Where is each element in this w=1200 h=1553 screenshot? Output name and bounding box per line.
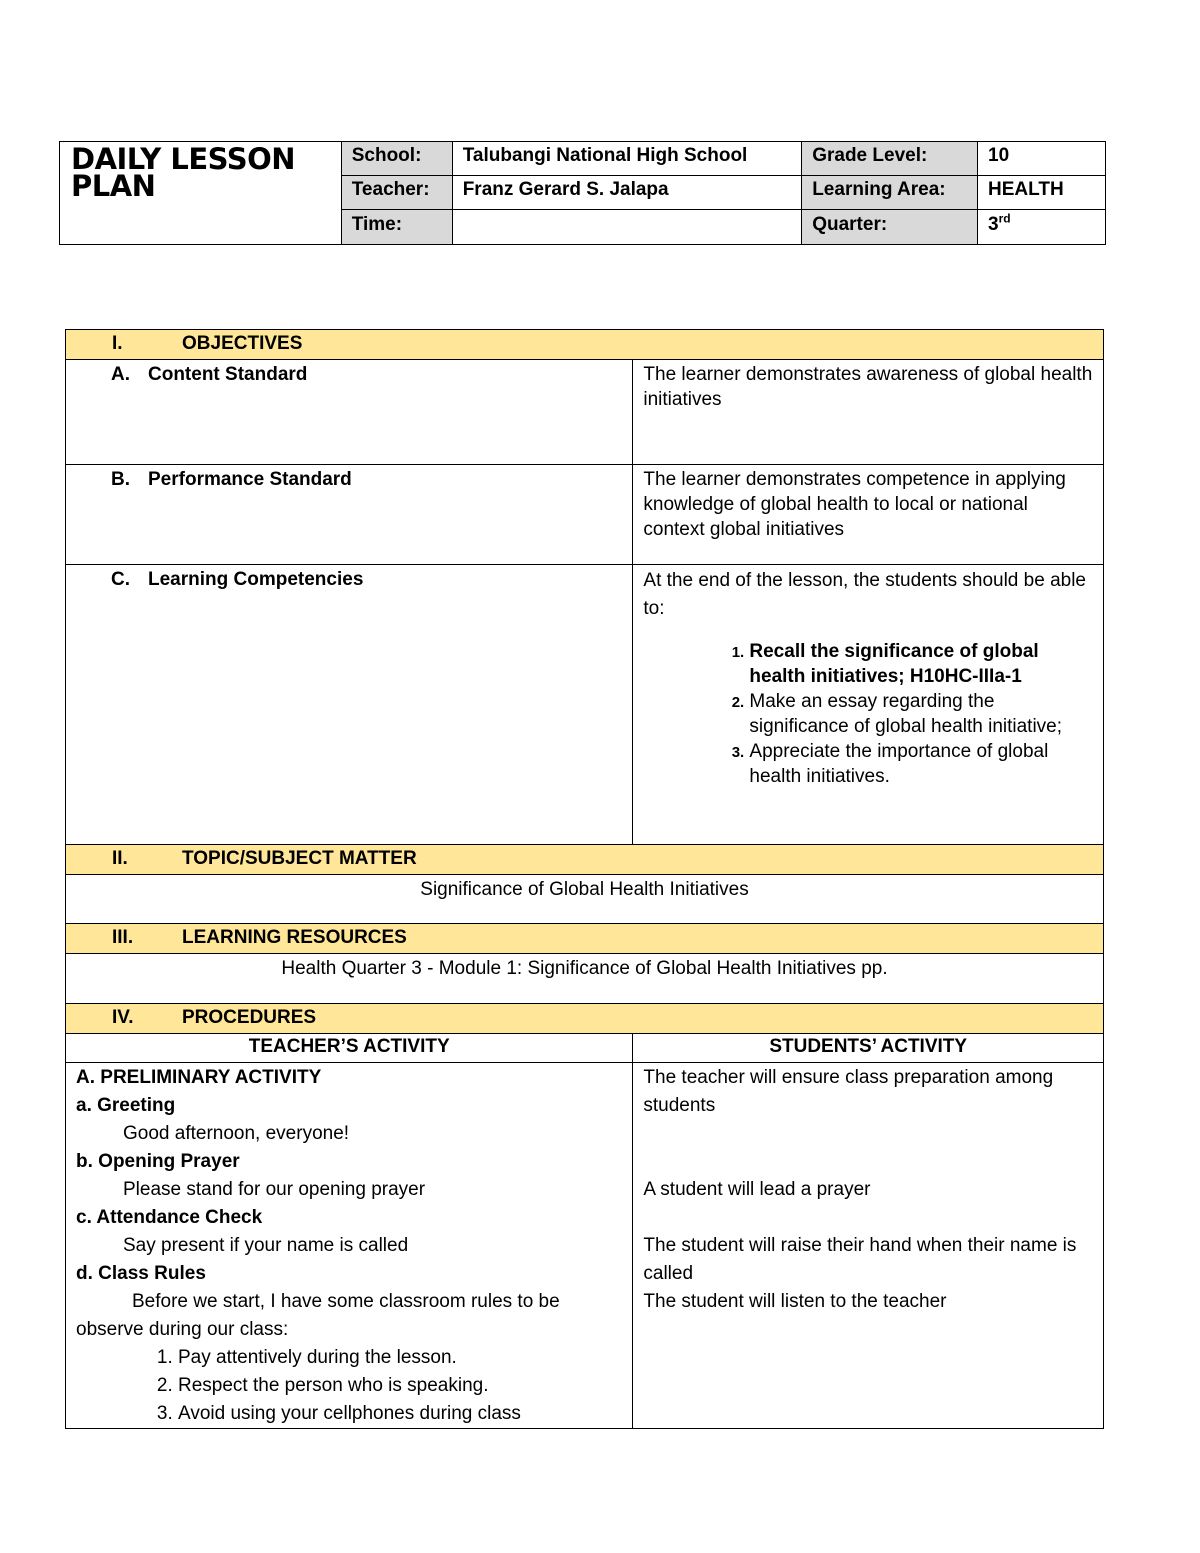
- prayer-label: b. Opening Prayer: [76, 1151, 240, 1172]
- section-heading: LEARNING RESOURCES: [182, 927, 407, 948]
- preliminary-heading: A. PRELIMINARY ACTIVITY: [76, 1067, 322, 1088]
- performance-standard-row: [66, 465, 1104, 565]
- section-procedures: [66, 1004, 1104, 1034]
- document-title: [60, 142, 342, 245]
- time-label: Time:: [341, 210, 452, 245]
- competencies-list: [643, 639, 1093, 789]
- teacher-activity-header: TEACHER’S ACTIVITY: [66, 1034, 633, 1063]
- section-number: IV.: [112, 1007, 134, 1028]
- grade-value: 10: [978, 142, 1106, 176]
- row-letter: A.: [111, 364, 130, 385]
- teacher-value: Franz Gerard S. Jalapa: [452, 176, 802, 210]
- section-topic: [66, 845, 1104, 875]
- quarter-label: Quarter:: [802, 210, 978, 245]
- row-label: Learning Competencies: [148, 569, 364, 590]
- greeting-label: a. Greeting: [76, 1095, 176, 1116]
- prayer-text: Please stand for our opening prayer: [123, 1179, 426, 1200]
- content-standard-text: The learner demonstrates awareness of global health initiatives: [633, 360, 1104, 465]
- row-letter: B.: [111, 469, 130, 490]
- lesson-table: [65, 329, 1104, 1429]
- section-objectives: [66, 330, 1104, 360]
- school-label: School:: [341, 142, 452, 176]
- performance-standard-text: The learner demonstrates competence in applying knowledge of global health to local or national context global initiatives: [633, 465, 1104, 565]
- section-number: II.: [112, 848, 128, 869]
- rules-label: d. Class Rules: [76, 1263, 206, 1284]
- resources-text: Health Quarter 3 - Module 1: Significance of Global Health Initiatives pp.: [66, 954, 1104, 1004]
- students-activity-header: STUDENTS’ ACTIVITY: [633, 1034, 1104, 1063]
- school-value: Talubangi National High School: [452, 142, 802, 176]
- title-line-2: PLAN: [71, 169, 156, 203]
- rules-intro: Before we start, I have some classroom rules to be observe during our class:: [76, 1291, 560, 1340]
- quarter-suffix: rd: [998, 211, 1011, 226]
- student-attendance-text: The student will raise their hand when their name is called: [643, 1235, 1077, 1284]
- competency-item: 1. Recall the significance of global health initiatives; H10HC-IIIa-1: [748, 639, 1093, 689]
- greeting-text: Good afternoon, everyone!: [123, 1123, 350, 1144]
- rules-list: [76, 1344, 624, 1428]
- section-heading: OBJECTIVES: [182, 333, 303, 354]
- rule-item: 2. Respect the person who is speaking.: [178, 1372, 624, 1400]
- section-heading: PROCEDURES: [182, 1007, 317, 1028]
- row-letter: C.: [111, 569, 130, 590]
- content-standard-row: [66, 360, 1104, 465]
- row-label: Performance Standard: [148, 469, 352, 490]
- student-prayer-text: A student will lead a prayer: [643, 1179, 871, 1200]
- header-table: [59, 141, 1106, 245]
- section-heading: TOPIC/SUBJECT MATTER: [182, 848, 417, 869]
- attendance-text: Say present if your name is called: [123, 1235, 409, 1256]
- competency-item: 2. Make an essay regarding the significance of global health initiative;: [748, 689, 1093, 739]
- student-rules-text: The student will listen to the teacher: [643, 1291, 947, 1312]
- section-number: I.: [112, 333, 123, 354]
- competencies-intro: At the end of the lesson, the students should be able to:: [643, 570, 1086, 619]
- topic-text: Significance of Global Health Initiatives: [66, 875, 1104, 924]
- area-value: HEALTH: [978, 176, 1106, 210]
- section-number: III.: [112, 927, 134, 948]
- row-label: Content Standard: [148, 364, 308, 385]
- area-label: Learning Area:: [802, 176, 978, 210]
- procedures-column-headers: [66, 1034, 1104, 1063]
- section-resources: [66, 924, 1104, 954]
- learning-competencies-row: [66, 565, 1104, 845]
- student-prep-text: The teacher will ensure class preparation among students: [643, 1067, 1054, 1116]
- attendance-label: c. Attendance Check: [76, 1207, 263, 1228]
- time-value: [452, 210, 802, 245]
- quarter-number: 3: [988, 214, 999, 235]
- title-line-1: DAILY LESSON: [71, 142, 296, 176]
- grade-label: Grade Level:: [802, 142, 978, 176]
- preliminary-activity-row: [66, 1063, 1104, 1429]
- rule-item: 1. Pay attentively during the lesson.: [178, 1344, 624, 1372]
- competency-item: 3. Appreciate the importance of global health initiatives.: [748, 739, 1093, 789]
- rule-item: 3. Avoid using your cellphones during class: [178, 1400, 624, 1428]
- quarter-value: [978, 210, 1106, 245]
- teacher-label: Teacher:: [341, 176, 452, 210]
